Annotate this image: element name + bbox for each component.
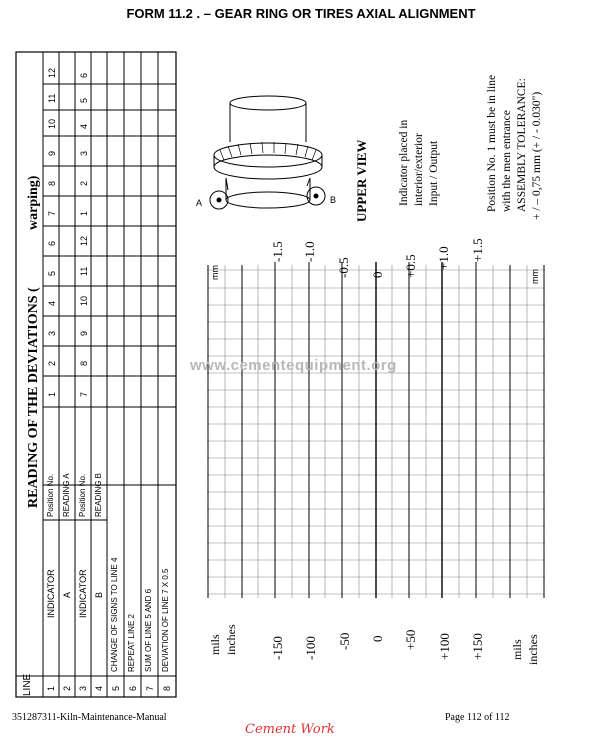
indicator-b-label: INDICATOR <box>78 569 88 618</box>
watermark: www.cementequipment.org <box>190 357 397 374</box>
position-b: 10 <box>79 295 89 306</box>
mm-label: -1.0 <box>302 241 317 262</box>
position-a: 8 <box>47 180 57 186</box>
indicator-a-label: INDICATOR <box>46 569 56 618</box>
line5-text: CHANGE OF SIGNS TO LINE 4 <box>110 557 119 672</box>
graph-major-lines <box>208 262 544 598</box>
cut-off-handwriting: Cement Work <box>245 722 335 737</box>
inches-right: inches <box>526 634 540 665</box>
inches-left: inches <box>224 624 238 655</box>
mils-label: +100 <box>437 633 452 660</box>
line-number: 6 <box>128 685 138 691</box>
mils-label: +50 <box>403 629 418 650</box>
position-a: 3 <box>47 330 57 336</box>
indicator-note-3: Input / Output <box>428 140 440 206</box>
line8-text: DEVIATION OF LINE 7 X 0.5 <box>161 568 170 672</box>
reading-a: READING A <box>62 473 71 517</box>
position-a: 4 <box>47 300 57 306</box>
position-b: 1 <box>79 210 89 216</box>
indicator-a-letter: A <box>62 591 72 598</box>
position-b: 2 <box>79 180 89 186</box>
mm-label: +1.0 <box>436 246 451 270</box>
gear-ring-diagram <box>210 96 325 209</box>
line-number: 7 <box>145 685 155 691</box>
indicator-b-mark: B <box>330 195 337 205</box>
mm-unit-left: mm <box>210 265 220 280</box>
position-a: 2 <box>47 360 57 366</box>
line7-text: SUM OF LINE 5 AND 6 <box>144 588 153 672</box>
position-b: 8 <box>79 360 89 366</box>
position-b: 5 <box>79 97 89 103</box>
mm-label: 0 <box>370 271 385 278</box>
mils-label: -100 <box>303 636 318 660</box>
position-b: 11 <box>79 266 89 276</box>
position-a: 5 <box>47 270 57 276</box>
table-heading-suffix: warping) <box>26 175 41 230</box>
position-a: 1 <box>47 391 57 397</box>
mils-label: +150 <box>470 633 485 660</box>
position-a: 9 <box>47 150 57 156</box>
mils-label: -150 <box>270 636 285 660</box>
position-no-a: Position No. <box>46 473 55 517</box>
position-a: 12 <box>47 67 57 78</box>
mm-label: +1.5 <box>470 238 485 262</box>
form-title: FORM 11.2 . – GEAR RING OR TIRES AXIAL ALIGNMENT <box>126 6 476 21</box>
line-number: 8 <box>162 685 172 691</box>
mils-label: -50 <box>337 632 352 650</box>
line-number: 1 <box>46 685 56 691</box>
tolerance-label: ASSEMBLY TOLERANCE: <box>516 78 528 212</box>
line-number: 4 <box>94 685 104 691</box>
table-heading: READING OF THE DEVIATIONS ( <box>26 287 41 508</box>
reading-b: READING B <box>94 472 103 517</box>
mm-label: -0.5 <box>336 257 351 278</box>
mils-right: mils <box>510 639 524 660</box>
indicator-b-letter: B <box>94 591 104 598</box>
position-note-2: with the men entrance <box>501 110 513 212</box>
position-a: 7 <box>47 210 57 216</box>
position-b: 7 <box>79 391 89 397</box>
upper-view-label: UPPER VIEW <box>354 139 369 222</box>
indicator-note-2: interior/exterior <box>413 133 425 206</box>
position-a: 10 <box>47 118 57 129</box>
mm-unit-right: mm <box>530 269 540 284</box>
position-a: 11 <box>47 93 57 103</box>
mils-left: mils <box>208 634 222 655</box>
position-note-1: Position No. 1 must be in line <box>486 74 498 212</box>
footer-document-name: 351287311-Kiln-Maintenance-Manual <box>12 712 167 723</box>
mm-label: -1.5 <box>270 241 285 262</box>
line-header: LINE <box>22 673 33 696</box>
line-number: 3 <box>78 685 88 691</box>
line-number: 2 <box>62 685 72 691</box>
position-b: 9 <box>79 330 89 336</box>
position-b: 12 <box>79 235 89 246</box>
line-number: 5 <box>111 685 121 691</box>
position-a: 6 <box>47 240 57 246</box>
footer-page-number: Page 112 of 112 <box>445 712 510 723</box>
mm-label: +0.5 <box>403 254 418 278</box>
mils-label: 0 <box>370 635 385 642</box>
position-b: 6 <box>79 72 89 78</box>
line6-text: REPEAT LINE 2 <box>127 614 136 672</box>
position-b: 3 <box>79 150 89 156</box>
position-b: 4 <box>79 123 89 129</box>
tolerance-value: + / – 0,75 mm (+ / - 0.030") <box>531 91 543 220</box>
indicator-a-mark: A <box>196 198 203 208</box>
indicator-note-1: Indicator placed in <box>398 119 410 206</box>
position-no-b: Position No. <box>78 473 87 517</box>
